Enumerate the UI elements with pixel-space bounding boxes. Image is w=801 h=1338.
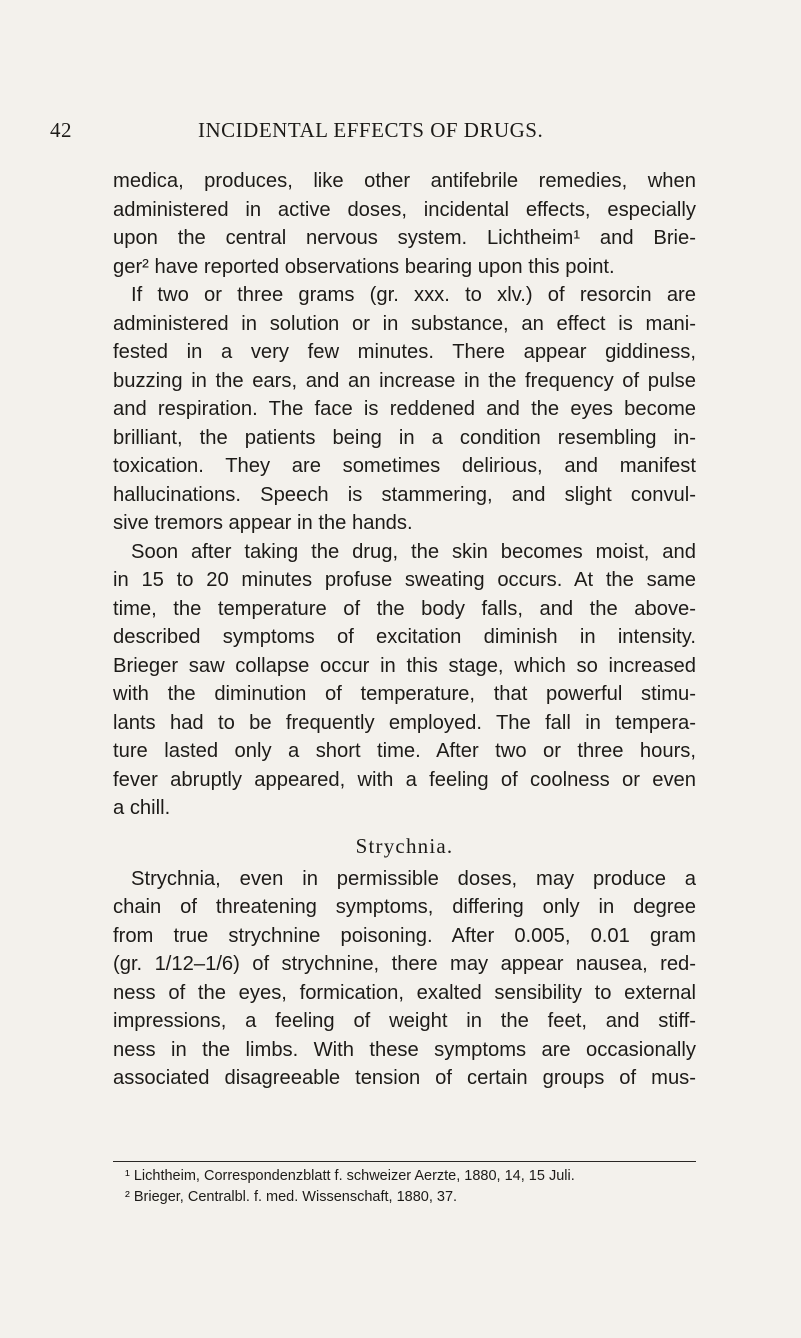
- text-line: toxication. They are sometimes delirious, and manifest: [113, 455, 696, 477]
- text-line: (gr. 1/12–1/6) of strychnine, there may appear nausea, red-: [113, 953, 696, 975]
- text-line: ger² have reported observations bearing upon this point.: [113, 255, 615, 278]
- text-line: Brieger saw collapse occur in this stage, which so increased: [113, 654, 696, 677]
- text-line: brilliant, the patients being in a condition resembling in-: [113, 426, 696, 449]
- text-line: time, the temperature of the body falls, and the above-: [113, 597, 696, 620]
- text-line: ness of the eyes, formication, exalted sensibility to external: [113, 981, 696, 1004]
- text-line: described symptoms of excitation diminish in intensity.: [113, 626, 696, 648]
- text-line: Soon after taking the drug, the skin becomes moist, and: [131, 540, 696, 563]
- text-line: administered in solution or in substance, an effect is mani-: [113, 312, 696, 335]
- footnote: ¹ Lichtheim, Correspondenzblatt f. schweizer Aerzte, 1880, 14, 15 Juli.: [125, 1168, 575, 1184]
- section-heading: Strychnia.: [355, 833, 454, 858]
- text-line: If two or three grams (gr. xxx. to xlv.) of resorcin are: [131, 284, 696, 306]
- text-line: Strychnia, even in permissible doses, may produce a: [131, 867, 696, 890]
- text-line: lants had to be frequently employed. The fall in tempera-: [113, 711, 696, 734]
- text-line: upon the central nervous system. Lichtheim¹ and Brie-: [113, 227, 696, 249]
- text-line: fever abruptly appeared, with a feeling of coolness or even: [113, 768, 696, 791]
- text-line: hallucinations. Speech is stammering, and slight convul-: [113, 483, 696, 506]
- running-title: INCIDENTAL EFFECTS OF DRUGS.: [198, 118, 544, 142]
- text-line: ness in the limbs. With these symptoms are occasionally: [113, 1038, 696, 1061]
- text-line: with the diminution of temperature, that powerful stimu-: [113, 683, 696, 705]
- footnote-rule: [113, 1161, 696, 1162]
- text-line: ture lasted only a short time. After two or three hours,: [113, 740, 696, 762]
- text-line: associated disagreeable tension of certain groups of mus-: [113, 1067, 696, 1089]
- text-line: sive tremors appear in the hands.: [113, 512, 413, 534]
- text-line: a chill.: [113, 797, 171, 819]
- body-text: [113, 167, 696, 1093]
- text-line: buzzing in the ears, and an increase in the frequency of pulse: [113, 369, 696, 392]
- text-line: and respiration. The face is reddened and the eyes become: [113, 398, 696, 420]
- text-line: administered in active doses, incidental effects, especially: [113, 198, 696, 221]
- text-line: from true strychnine poisoning. After 0.005, 0.01 gram: [113, 924, 696, 947]
- page-number: 42: [50, 118, 72, 142]
- text-line: chain of threatening symptoms, differing only in degree: [113, 896, 696, 918]
- footnotes: [113, 1166, 696, 1208]
- text-line: in 15 to 20 minutes profuse sweating occurs. At the same: [113, 569, 696, 591]
- text-line: medica, produces, like other antifebrile remedies, when: [113, 170, 696, 192]
- footnote: ² Brieger, Centralbl. f. med. Wissenschaft, 1880, 37.: [125, 1189, 458, 1205]
- text-line: fested in a very few minutes. There appear giddiness,: [113, 341, 696, 363]
- text-line: impressions, a feeling of weight in the feet, and stiff-: [113, 1010, 696, 1032]
